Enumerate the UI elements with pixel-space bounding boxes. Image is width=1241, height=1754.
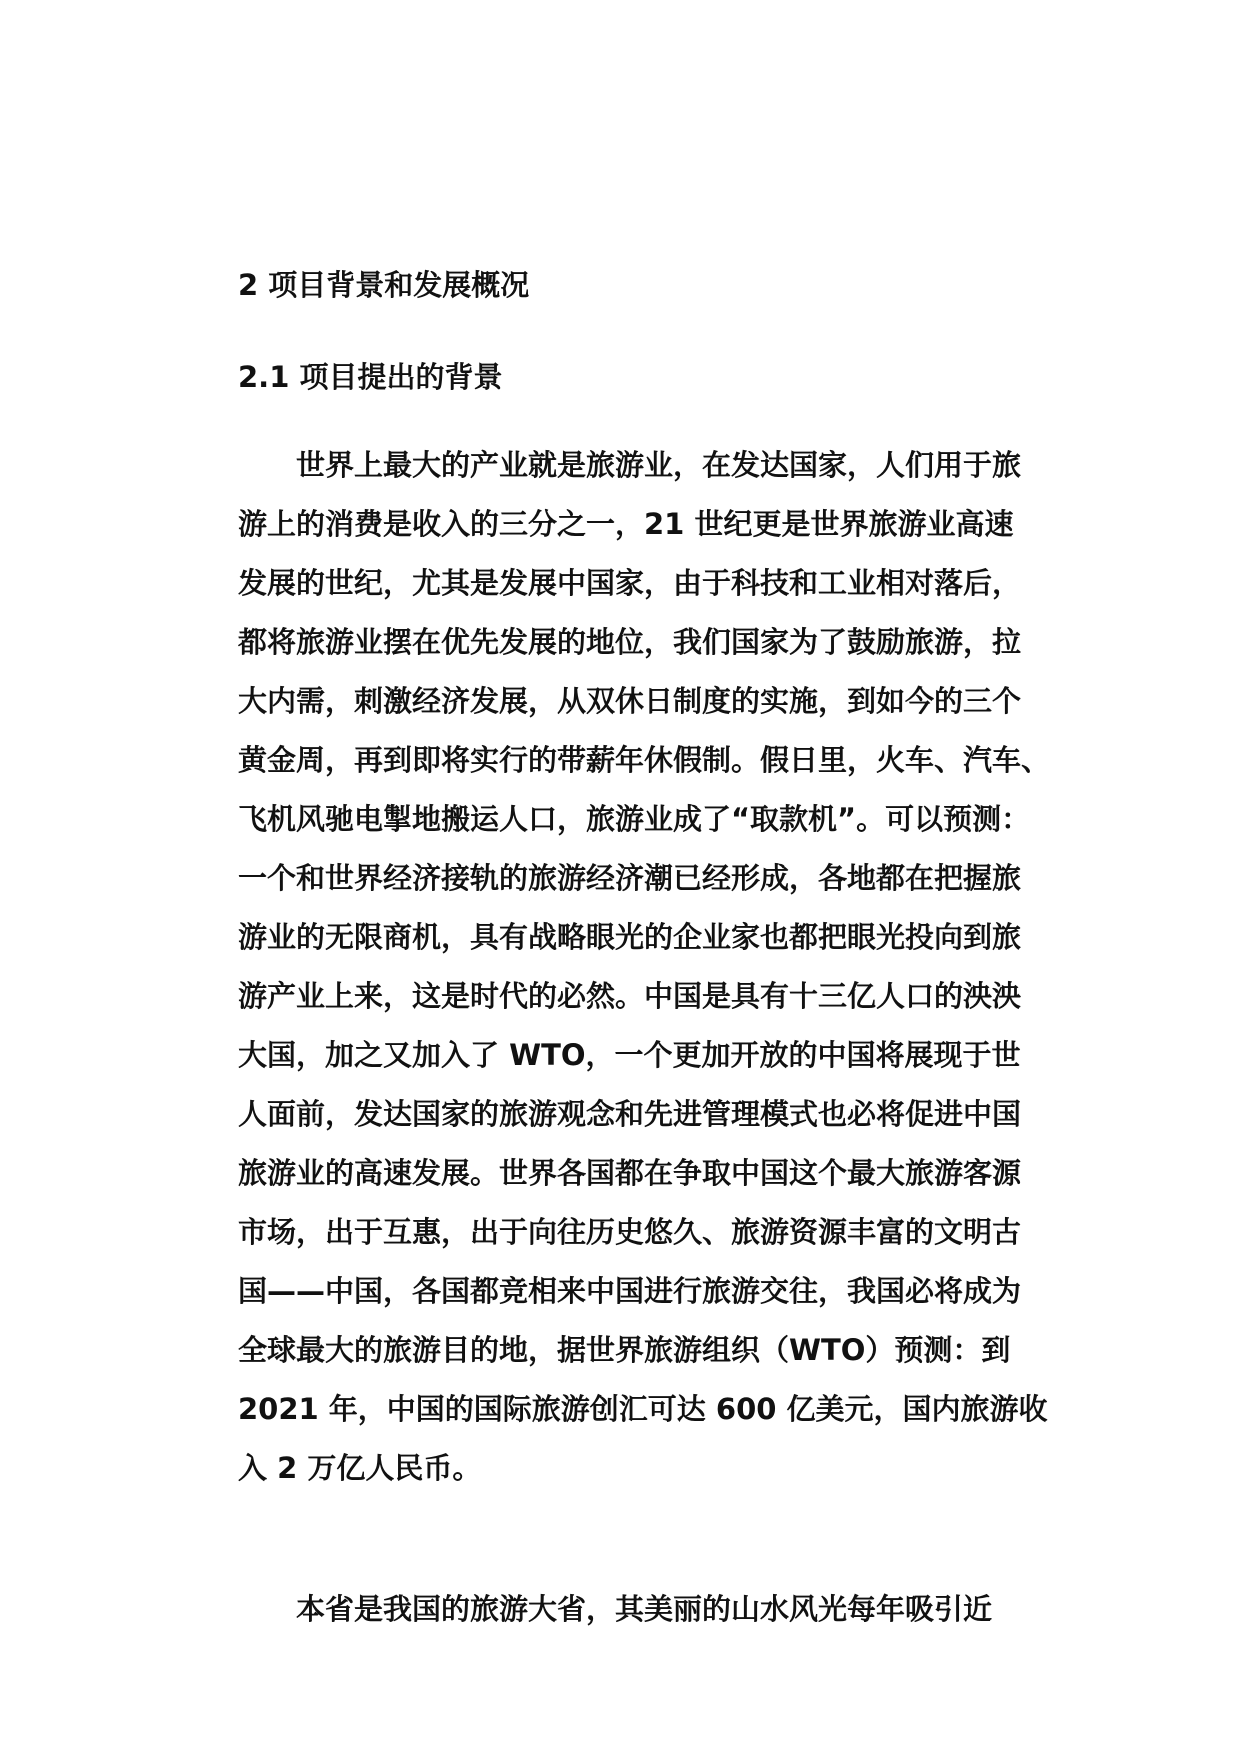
paragraph-line: 游业的无限商机，具有战略眼光的企业家也都把眼光投向到旅 [238,920,1022,954]
paragraph-line: 2021 年，中国的国际旅游创汇可达 600 亿美元，国内旅游收 [238,1392,1048,1426]
paragraph-line: 飞机风驰电掣地搬运人口，旅游业成了“取款机”。可以预测： [238,802,1031,836]
paragraph-line: 本省是我国的旅游大省，其美丽的山水风光每年吸引近 [296,1592,993,1626]
section-heading: 2 项目背景和发展概况 [238,268,530,302]
paragraph-line: 旅游业的高速发展。世界各国都在争取中国这个最大旅游客源 [238,1156,1022,1190]
paragraph-line: 入 2 万亿人民币。 [238,1451,482,1485]
paragraph-line: 黄金周，再到即将实行的带薪年休假制。假日里，火车、汽车、 [238,743,1051,777]
paragraph-line: 发展的世纪，尤其是发展中国家，由于科技和工业相对落后， [238,566,1022,600]
paragraph-line: 市场，出于互惠，出于向往历史悠久、旅游资源丰富的文明古 [238,1215,1022,1249]
paragraph-line: 人面前，发达国家的旅游观念和先进管理模式也必将促进中国 [238,1097,1022,1131]
paragraph-line: 世界上最大的产业就是旅游业，在发达国家，人们用于旅 [296,448,1022,482]
paragraph-line: 大内需，刺激经济发展，从双休日制度的实施，到如今的三个 [238,684,1022,718]
paragraph-line: 全球最大的旅游目的地，据世界旅游组织（WTO）预测：到 [238,1333,1011,1367]
paragraph-line: 国——中国，各国都竞相来中国进行旅游交往，我国必将成为 [238,1274,1022,1308]
body-paragraph-1 [238,436,1090,1498]
paragraph-line: 一个和世界经济接轨的旅游经济潮已经形成，各地都在把握旅 [238,861,1022,895]
subsection-heading: 2.1 项目提出的背景 [238,360,503,394]
body-paragraph-2 [238,1580,1090,1639]
paragraph-line: 游上的消费是收入的三分之一，21 世纪更是世界旅游业高速 [238,507,1014,541]
paragraph-line: 都将旅游业摆在优先发展的地位，我们国家为了鼓励旅游，拉 [238,625,1022,659]
paragraph-line: 大国，加之又加入了 WTO，一个更加开放的中国将展现于世 [238,1038,1021,1072]
paragraph-line: 游产业上来，这是时代的必然。中国是具有十三亿人口的泱泱 [238,979,1022,1013]
